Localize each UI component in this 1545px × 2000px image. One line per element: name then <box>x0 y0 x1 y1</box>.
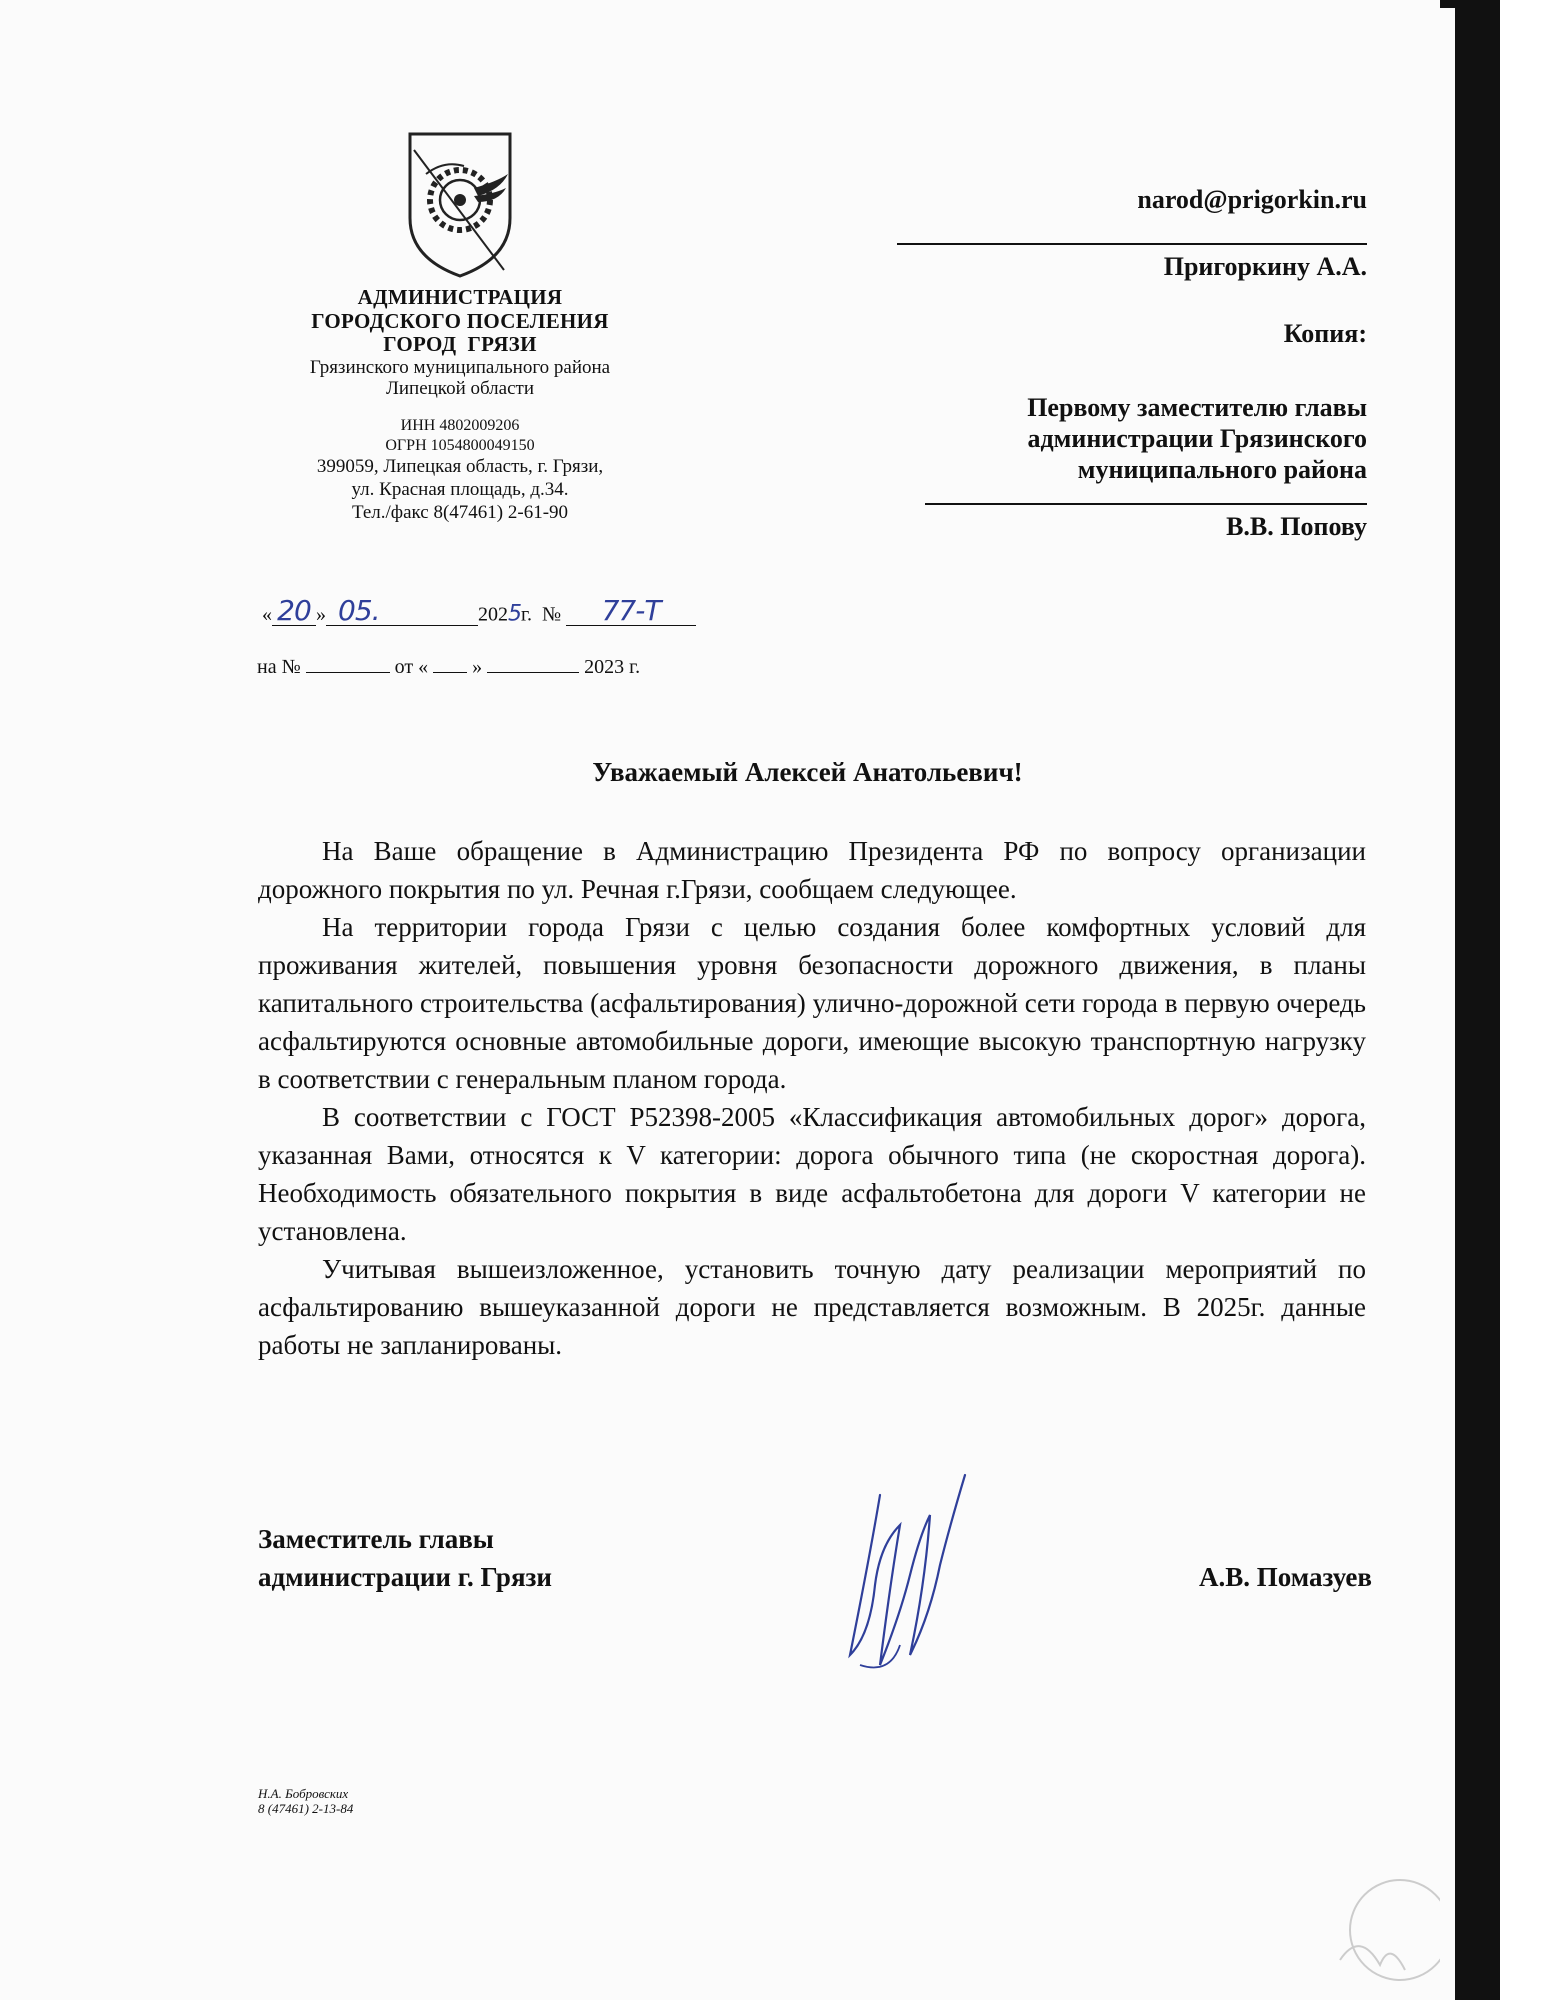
org-name-line-2: ГОРОДСКОГО ПОСЕЛЕНИЯ <box>311 308 609 333</box>
org-phone: Тел./факс 8(47461) 2-61-90 <box>351 502 569 524</box>
org-name-line-1: АДМИНИСТРАЦИЯ <box>357 285 563 309</box>
scan-edge-top <box>1440 0 1500 8</box>
org-ogrn: ОГРН 1054800049150 <box>385 436 535 454</box>
org-name-line-3: ГОРОД ГРЯЗИ <box>383 332 537 357</box>
date-day: 20 <box>272 596 316 626</box>
addressee-recipient: Пригоркину А.А. <box>1163 252 1367 282</box>
outgoing-number <box>262 596 696 626</box>
handwritten-signature <box>840 1465 970 1685</box>
copy-position-line-2: администрации Грязинского <box>1027 423 1367 453</box>
org-address-line-1: 399059, Липецкая область, г. Грязи, <box>316 455 604 477</box>
executor-name: Н.А. Бобровских <box>258 1786 349 1801</box>
org-region: Липецкой области <box>385 377 535 399</box>
coat-of-arms-icon <box>404 130 516 280</box>
salutation: Уважаемый Алексей Анатольевич! <box>592 757 1023 787</box>
org-district: Грязинского муниципального района <box>309 356 611 378</box>
org-address-line-2: ул. Красная площадь, д.34. <box>351 479 569 501</box>
copy-position-line-1: Первому заместителю главы <box>1027 392 1367 422</box>
date-month: 05. <box>326 596 478 626</box>
copy-position-line-3: муниципального района <box>1077 454 1367 484</box>
reference-line <box>257 656 640 679</box>
letterhead <box>250 130 670 524</box>
ref-mid: » <box>472 656 483 678</box>
copy-name: В.В. Попову <box>1226 512 1367 542</box>
ref-prefix: на № <box>257 656 301 678</box>
doc-number: 77-Т <box>566 596 696 626</box>
signatory-name: А.В. Помазуев <box>1199 1562 1372 1592</box>
date-quote-close: » <box>316 603 326 626</box>
copy-label: Копия: <box>1283 319 1367 349</box>
body-paragraph-4: Учитывая вышеизложенное, установить точную дату реализации мероприятий по асфальтированию вышеуказанной дороги не представляется возможным. В 2025г. данные работы не запланированы. <box>258 1254 1366 1360</box>
addressee-email: narod@prigorkin.ru <box>1137 185 1367 214</box>
copy-separator <box>925 503 1367 505</box>
addressee-block <box>897 184 1367 542</box>
scan-edge <box>1455 0 1500 2000</box>
ref-number-blank <box>306 656 390 673</box>
letter-body <box>258 832 1366 1364</box>
ref-suffix: 2023 г. <box>584 656 641 678</box>
signatory-position-line-1: Заместитель главы <box>258 1524 494 1554</box>
date-year-suffix: г. № <box>521 603 562 626</box>
body-paragraph-1: На Ваше обращение в Администрацию Президента РФ по вопросу организации дорожного покрытия по ул. Речная г.Грязи, сообщаем следующее. <box>258 836 1366 904</box>
signatory-position-line-2: администрации г. Грязи <box>258 1562 552 1592</box>
body-paragraph-2: На территории города Грязи с целью создания более комфортных условий для проживания жителей, повышения уровня безопасности дорожного движения, в планы капитального строительства (асфальтирования) улично-дорожной сети города в первую очередь асфальтируются основные автомобильные дороги, имеющие высокую транспортную нагрузку в соответствии с генеральным планом города. <box>258 912 1366 1094</box>
date-year-prefix: 202 <box>478 603 508 626</box>
date-quote-open: « <box>262 603 272 626</box>
body-paragraph-3: В соответствии с ГОСТ Р52398-2005 «Классификация автомобильных дорог» дорога, указанная Вами, относятся к V категории: дорога обычного типа (не скоростная дорога). Необходимость обязательного покрытия в виде асфальтобетона для дороги V категории не установлена. <box>258 1102 1366 1246</box>
executor-info <box>258 1786 353 1816</box>
ref-from: от « <box>394 656 429 678</box>
addressee-separator <box>897 243 1367 245</box>
date-year-hand: 5 <box>508 601 521 627</box>
org-inn: ИНН 4802009206 <box>400 417 520 435</box>
ref-day-blank <box>433 656 467 673</box>
executor-phone: 8 (47461) 2-13-84 <box>258 1801 354 1816</box>
signatory-position <box>258 1520 552 1596</box>
ref-month-blank <box>487 656 579 673</box>
faint-stamp-icon <box>1310 1870 1440 1990</box>
